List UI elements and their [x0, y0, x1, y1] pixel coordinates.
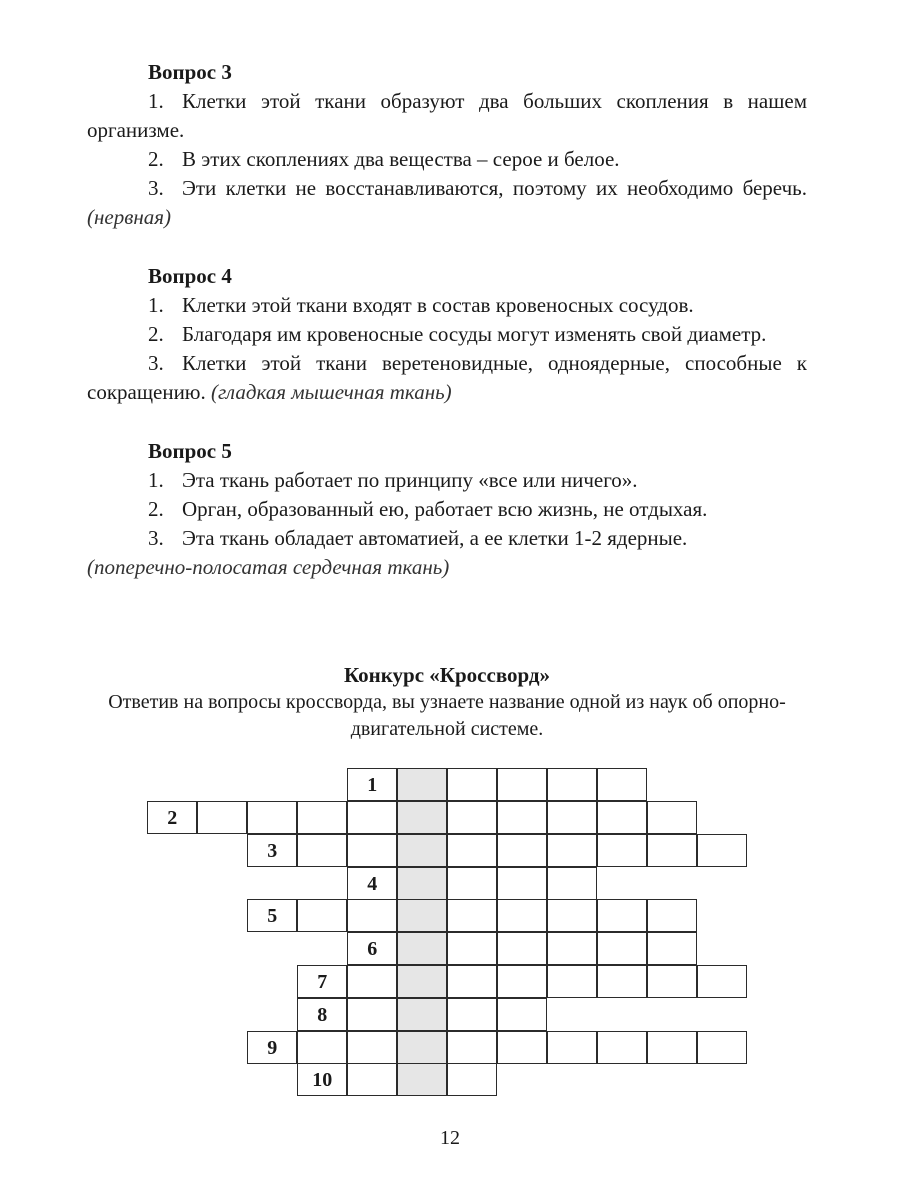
crossword-cell	[547, 801, 597, 834]
crossword-number-cell	[247, 1031, 297, 1064]
crossword-cell	[547, 1031, 597, 1064]
crossword-key-cell	[397, 768, 447, 801]
clue-number: 8	[317, 1003, 328, 1026]
crossword-key-cell	[397, 998, 447, 1031]
question-3	[87, 58, 807, 232]
contest-title: Конкурс «Кроссворд»	[343, 663, 551, 687]
questions-section	[87, 58, 807, 612]
crossword-cell	[447, 801, 497, 834]
crossword-cell	[597, 801, 647, 834]
crossword-cell	[497, 867, 547, 900]
clue-number: 9	[267, 1036, 278, 1059]
clue-item: 3. Клетки этой ткани веретеновидные, одноядерные, способные к сокращению. (гладкая мышечная ткань)	[87, 351, 807, 404]
clue-item: 1. Клетки этой ткани образуют два больших скопления в нашем организме.	[87, 89, 807, 142]
crossword-key-cell	[397, 867, 447, 900]
page-number: 12	[440, 1127, 460, 1149]
contest-description: Ответив на вопросы кроссворда, вы узнаете название одной из наук об опорно-двигательной системе.	[108, 691, 786, 740]
crossword-cell	[297, 834, 347, 867]
crossword-key-cell	[397, 801, 447, 834]
answer-text: (нервная)	[87, 205, 172, 229]
crossword-cell	[247, 801, 297, 834]
crossword-cell	[347, 1031, 397, 1064]
question-title: Вопрос 5	[148, 439, 232, 463]
crossword-cell	[447, 834, 497, 867]
crossword-cell	[447, 1063, 497, 1096]
contest-header	[87, 661, 807, 743]
clue-number: 1	[367, 774, 378, 797]
crossword-cell	[297, 899, 347, 932]
crossword-cell	[647, 899, 697, 932]
crossword-cell	[347, 998, 397, 1031]
crossword-cell	[347, 1063, 397, 1096]
crossword-cell	[297, 1031, 347, 1064]
crossword-cell	[497, 899, 547, 932]
crossword-key-cell	[397, 899, 447, 932]
crossword-cell	[697, 834, 747, 867]
crossword-cell	[647, 1031, 697, 1064]
crossword-cell	[597, 932, 647, 965]
crossword-cell	[547, 965, 597, 998]
crossword-cell	[497, 998, 547, 1031]
crossword-cell	[597, 1031, 647, 1064]
crossword-cell	[547, 867, 597, 900]
crossword-cell	[347, 834, 397, 867]
crossword-cell	[597, 834, 647, 867]
crossword-cell	[597, 768, 647, 801]
clue-item: 1. Клетки этой ткани входят в состав кровеносных сосудов.	[148, 293, 694, 317]
crossword-number-cell	[297, 1063, 347, 1096]
crossword-cell	[447, 768, 497, 801]
crossword-cell	[547, 834, 597, 867]
crossword-cell	[297, 801, 347, 834]
clue-number: 5	[267, 905, 278, 928]
clue-item: 1. Эта ткань работает по принципу «все или ничего».	[148, 468, 638, 492]
crossword-number-cell	[347, 932, 397, 965]
crossword-number-cell	[297, 965, 347, 998]
clue-item: 2. В этих скоплениях два вещества – серое и белое.	[148, 147, 620, 171]
crossword-cell	[347, 899, 397, 932]
crossword-cell	[347, 801, 397, 834]
crossword-cell	[697, 1031, 747, 1064]
question-title: Вопрос 4	[148, 264, 232, 288]
clue-number: 10	[312, 1069, 333, 1092]
crossword-cell	[497, 834, 547, 867]
crossword-cell	[447, 932, 497, 965]
answer-text: (гладкая мышечная ткань)	[211, 380, 452, 404]
clue-item: 2. Благодаря им кровеносные сосуды могут изменять свой диаметр.	[148, 322, 767, 346]
crossword-cell	[497, 1031, 547, 1064]
crossword-cell	[547, 768, 597, 801]
question-title: Вопрос 3	[148, 60, 232, 84]
clue-number: 4	[367, 872, 378, 895]
crossword-cell	[647, 801, 697, 834]
crossword-key-cell	[397, 1031, 447, 1064]
crossword-cell	[697, 965, 747, 998]
crossword-cell	[347, 965, 397, 998]
crossword-number-cell	[347, 768, 397, 801]
crossword-key-cell	[397, 932, 447, 965]
crossword-key-cell	[397, 965, 447, 998]
crossword-cell	[597, 965, 647, 998]
crossword-cell	[497, 965, 547, 998]
clue-number: 3	[267, 839, 278, 862]
clue-item: 2. Орган, образованный ею, работает всю жизнь, не отдыхая.	[148, 497, 708, 521]
crossword-number-cell	[347, 867, 397, 900]
crossword-cell	[447, 998, 497, 1031]
crossword-cell	[547, 899, 597, 932]
crossword-number-cell	[147, 801, 197, 834]
crossword-key-cell	[397, 1063, 447, 1096]
question-5	[87, 437, 807, 582]
clue-item: 3. Эта ткань обладает автоматией, а ее клетки 1-2 ядерные.	[148, 526, 688, 550]
clue-number: 2	[167, 807, 178, 830]
crossword-number-cell	[297, 998, 347, 1031]
crossword-cell	[497, 768, 547, 801]
crossword-cell	[447, 867, 497, 900]
crossword-cell	[447, 899, 497, 932]
answer-text: (поперечно-полосатая сердечная ткань)	[87, 555, 450, 579]
crossword-number-cell	[247, 899, 297, 932]
crossword-cell	[497, 801, 547, 834]
crossword-cell	[447, 965, 497, 998]
crossword-number-cell	[247, 834, 297, 867]
crossword-cell	[597, 899, 647, 932]
crossword-cell	[547, 932, 597, 965]
crossword-cell	[447, 1031, 497, 1064]
crossword-key-cell	[397, 834, 447, 867]
crossword-cell	[647, 834, 697, 867]
crossword-cell	[647, 965, 697, 998]
clue-number: 6	[367, 938, 378, 961]
question-4	[87, 262, 807, 407]
clue-item: 3. Эти клетки не восстанавливаются, поэтому их необходимо беречь. (нервная)	[87, 176, 807, 229]
clue-number: 7	[317, 971, 328, 994]
crossword-cell	[197, 801, 247, 834]
crossword-cell	[647, 932, 697, 965]
crossword-cell	[497, 932, 547, 965]
